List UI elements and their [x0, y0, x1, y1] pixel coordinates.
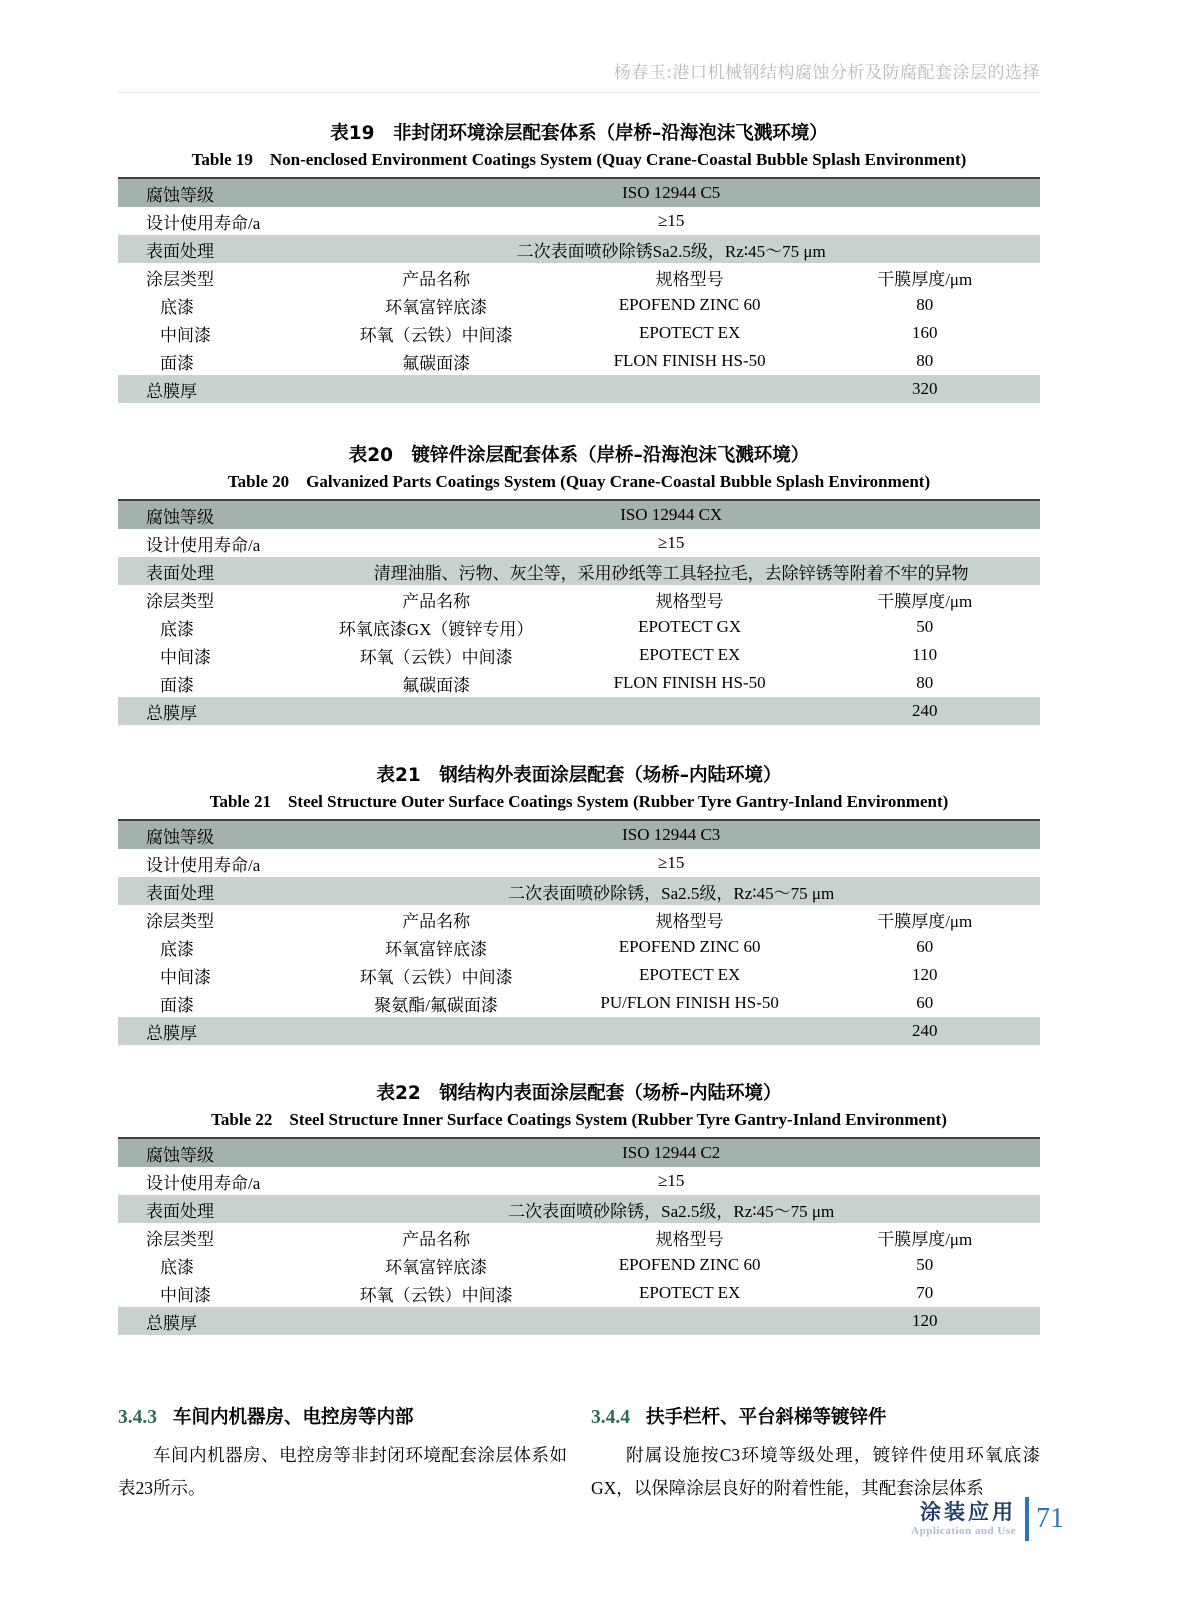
table22-title-en: Table 22 Steel Structure Inner Surface Coatings System (Rubber Tyre Gantry-Inland Environment)	[211, 1110, 947, 1129]
total-label: 总膜厚	[146, 1023, 197, 1043]
coat-spec: PU/FLON FINISH HS-50	[600, 993, 779, 1012]
table21-title-zh: 表21 钢结构外表面涂层配套（场桥–内陆环境）	[376, 765, 782, 786]
coat-spec: EPOTECT EX	[639, 965, 741, 984]
surface-treatment-row	[118, 1195, 1040, 1223]
column-header-row	[118, 585, 1040, 613]
col-header-thickness: 干膜厚度/μm	[877, 269, 973, 289]
table20-title-en: Table 20 Galvanized Parts Coatings System (Quay Crane-Coastal Bubble Splash Environment)	[227, 472, 931, 491]
corrosion-grade-label: 腐蚀等级	[146, 827, 214, 847]
total-row	[118, 1017, 1040, 1045]
coat-product: 环氧富锌底漆	[385, 297, 488, 317]
table22-title-zh: 表22 钢结构内表面涂层配套（场桥–内陆环境）	[376, 1083, 782, 1104]
design-life-label: 设计使用寿命/a	[146, 855, 261, 875]
design-life-value: ≥15	[658, 853, 685, 872]
table-row	[118, 347, 1040, 375]
surface-treatment-value: 二次表面喷砂除锈，Sa2.5级，Rz∶45～75 μm	[508, 883, 835, 903]
col-header-thickness: 干膜厚度/μm	[877, 911, 973, 931]
total-label: 总膜厚	[146, 381, 197, 401]
design-life-value: ≥15	[658, 533, 685, 552]
coat-spec: EPOTECT EX	[639, 645, 741, 664]
table-row	[118, 613, 1040, 641]
design-life-row	[118, 207, 1040, 235]
table20	[118, 499, 1040, 725]
coat-product: 环氧富锌底漆	[385, 1257, 488, 1277]
corrosion-grade-value: ISO 12944 C5	[622, 183, 721, 202]
coat-type: 中间漆	[160, 325, 211, 345]
table19-block	[118, 123, 1040, 403]
journal-brand-zh: 涂装应用	[920, 1500, 1016, 1524]
col-header-type: 涂层类型	[146, 1229, 214, 1249]
coat-thickness: 80	[916, 295, 934, 314]
design-life-label: 设计使用寿命/a	[146, 213, 261, 233]
corrosion-grade-row	[118, 178, 1040, 207]
coat-spec: EPOTECT EX	[639, 323, 741, 342]
body-text-columns	[118, 1405, 1040, 1505]
section-3-4-4	[591, 1405, 1040, 1505]
coat-thickness: 50	[916, 1255, 934, 1274]
col-header-thickness: 干膜厚度/μm	[877, 1229, 973, 1249]
total-value: 120	[911, 1311, 938, 1330]
coat-product: 氟碳面漆	[402, 675, 471, 695]
table19-title-en: Table 19 Non-enclosed Environment Coatings System (Quay Crane-Coastal Bubble Splash Environment)	[191, 150, 967, 169]
coat-type: 底漆	[160, 619, 194, 639]
surface-treatment-label: 表面处理	[146, 241, 214, 261]
coat-spec: EPOFEND ZINC 60	[618, 295, 761, 314]
coat-thickness: 120	[911, 965, 938, 984]
coat-thickness: 60	[916, 993, 934, 1012]
coat-type: 中间漆	[160, 967, 211, 987]
coat-thickness: 80	[916, 351, 934, 370]
design-life-row	[118, 1167, 1040, 1195]
coat-product: 环氧（云铁）中间漆	[359, 967, 513, 987]
col-header-product: 产品名称	[402, 269, 471, 289]
coat-type: 底漆	[160, 297, 194, 317]
coat-product: 环氧富锌底漆	[385, 939, 488, 959]
coat-product: 氟碳面漆	[402, 353, 471, 373]
coat-thickness: 160	[911, 323, 938, 342]
col-header-spec: 规格型号	[655, 911, 724, 931]
section-3-4-3	[118, 1405, 567, 1505]
surface-treatment-value: 二次表面喷砂除锈，Sa2.5级，Rz∶45～75 μm	[508, 1201, 835, 1221]
journal-brand-en: Application and Use	[911, 1525, 1016, 1537]
table21	[118, 819, 1040, 1045]
coat-product: 环氧（云铁）中间漆	[359, 647, 513, 667]
col-header-spec: 规格型号	[655, 269, 724, 289]
col-header-spec: 规格型号	[655, 591, 724, 611]
coat-type: 面漆	[160, 995, 194, 1015]
design-life-row	[118, 529, 1040, 557]
table-row	[118, 319, 1040, 347]
corrosion-grade-value: ISO 12944 C2	[622, 1143, 721, 1162]
surface-treatment-row	[118, 877, 1040, 905]
surface-treatment-row	[118, 557, 1040, 585]
design-life-value: ≥15	[658, 211, 685, 230]
section-title: 扶手栏杆、平台斜梯等镀锌件	[646, 1407, 887, 1428]
section-title: 车间内机器房、电控房等内部	[173, 1407, 414, 1428]
table-row	[118, 669, 1040, 697]
total-value: 240	[911, 701, 938, 720]
table-row	[118, 989, 1040, 1017]
corrosion-grade-label: 腐蚀等级	[146, 507, 214, 527]
table20-title-zh: 表20 镀锌件涂层配套体系（岸桥–沿海泡沫飞溅环境）	[348, 445, 810, 466]
coat-spec: EPOTECT GX	[638, 617, 742, 636]
table-row	[118, 1279, 1040, 1307]
design-life-label: 设计使用寿命/a	[146, 535, 261, 555]
corrosion-grade-row	[118, 500, 1040, 529]
coat-product: 聚氨酯/氟碳面漆	[374, 995, 498, 1015]
surface-treatment-value: 清理油脂、污物、灰尘等，采用砂纸等工具轻拉毛，去除锌锈等附着不牢的异物	[373, 563, 969, 583]
table-row	[118, 961, 1040, 989]
corrosion-grade-value: ISO 12944 C3	[622, 825, 721, 844]
surface-treatment-value: 二次表面喷砂除锈Sa2.5级，Rz∶45～75 μm	[516, 241, 826, 261]
table-row	[118, 641, 1040, 669]
coat-thickness: 70	[916, 1283, 934, 1302]
surface-treatment-label: 表面处理	[146, 1201, 214, 1221]
table-row	[118, 1251, 1040, 1279]
coat-product: 环氧（云铁）中间漆	[359, 1285, 513, 1305]
section-heading	[118, 1405, 567, 1431]
coat-spec: EPOFEND ZINC 60	[618, 1255, 761, 1274]
total-row	[118, 1307, 1040, 1335]
coat-spec: EPOTECT EX	[639, 1283, 741, 1302]
column-header-row	[118, 1223, 1040, 1251]
design-life-row	[118, 849, 1040, 877]
section-number: 3.4.4	[591, 1407, 630, 1428]
col-header-thickness: 干膜厚度/μm	[877, 591, 973, 611]
design-life-value: ≥15	[658, 1171, 685, 1190]
table19-title-zh: 表19 非封闭环境涂层配套体系（岸桥–沿海泡沫飞溅环境）	[330, 123, 828, 144]
total-row	[118, 697, 1040, 725]
total-label: 总膜厚	[146, 1313, 197, 1333]
col-header-product: 产品名称	[402, 1229, 471, 1249]
running-head: 杨春玉:港口机械钢结构腐蚀分析及防腐配套涂层的选择	[118, 58, 1040, 93]
coat-thickness: 110	[912, 645, 938, 664]
coat-spec: FLON FINISH HS-50	[613, 673, 766, 692]
section-body: 附属设施按C3环境等级处理，镀锌件使用环氧底漆GX，以保障涂层良好的附着性能，其配套涂层体系	[591, 1445, 1040, 1498]
coat-type: 中间漆	[160, 1285, 211, 1305]
coat-type: 面漆	[160, 353, 194, 373]
table-row	[118, 291, 1040, 319]
page-footer	[911, 1497, 1064, 1541]
total-value: 320	[911, 379, 938, 398]
surface-treatment-row	[118, 235, 1040, 263]
footer-divider-bar	[1025, 1497, 1029, 1541]
corrosion-grade-value: ISO 12944 CX	[620, 505, 723, 524]
coat-product: 环氧（云铁）中间漆	[359, 325, 513, 345]
corrosion-grade-row	[118, 820, 1040, 849]
corrosion-grade-label: 腐蚀等级	[146, 1145, 214, 1165]
coat-type: 中间漆	[160, 647, 211, 667]
table21-title-en: Table 21 Steel Structure Outer Surface Coatings System (Rubber Tyre Gantry-Inland Environment)	[209, 792, 949, 811]
table20-block	[118, 445, 1040, 725]
table19	[118, 177, 1040, 403]
coat-thickness: 50	[916, 617, 934, 636]
design-life-label: 设计使用寿命/a	[146, 1173, 261, 1193]
surface-treatment-label: 表面处理	[146, 883, 214, 903]
coat-product: 环氧底漆GX（镀锌专用）	[338, 619, 534, 639]
surface-treatment-label: 表面处理	[146, 563, 214, 583]
col-header-type: 涂层类型	[146, 591, 214, 611]
col-header-spec: 规格型号	[655, 1229, 724, 1249]
coat-thickness: 80	[916, 673, 934, 692]
col-header-type: 涂层类型	[146, 269, 214, 289]
corrosion-grade-label: 腐蚀等级	[146, 185, 214, 205]
column-header-row	[118, 905, 1040, 933]
total-value: 240	[911, 1021, 938, 1040]
table-row	[118, 933, 1040, 961]
coat-type: 底漆	[160, 939, 194, 959]
total-label: 总膜厚	[146, 703, 197, 723]
section-body: 车间内机器房、电控房等非封闭环境配套涂层体系如表23所示。	[118, 1445, 567, 1498]
table22	[118, 1137, 1040, 1335]
page-number: 71	[1036, 1503, 1064, 1534]
coat-thickness: 60	[916, 937, 934, 956]
coat-type: 面漆	[160, 675, 194, 695]
col-header-product: 产品名称	[402, 911, 471, 931]
section-number: 3.4.3	[118, 1407, 157, 1428]
corrosion-grade-row	[118, 1138, 1040, 1167]
table21-block	[118, 765, 1040, 1045]
col-header-product: 产品名称	[402, 591, 471, 611]
coat-type: 底漆	[160, 1257, 194, 1277]
journal-brand	[911, 1500, 1016, 1538]
column-header-row	[118, 263, 1040, 291]
coat-spec: EPOFEND ZINC 60	[618, 937, 761, 956]
section-heading	[591, 1405, 1040, 1431]
table22-block	[118, 1083, 1040, 1335]
col-header-type: 涂层类型	[146, 911, 214, 931]
coat-spec: FLON FINISH HS-50	[613, 351, 766, 370]
total-row	[118, 375, 1040, 403]
